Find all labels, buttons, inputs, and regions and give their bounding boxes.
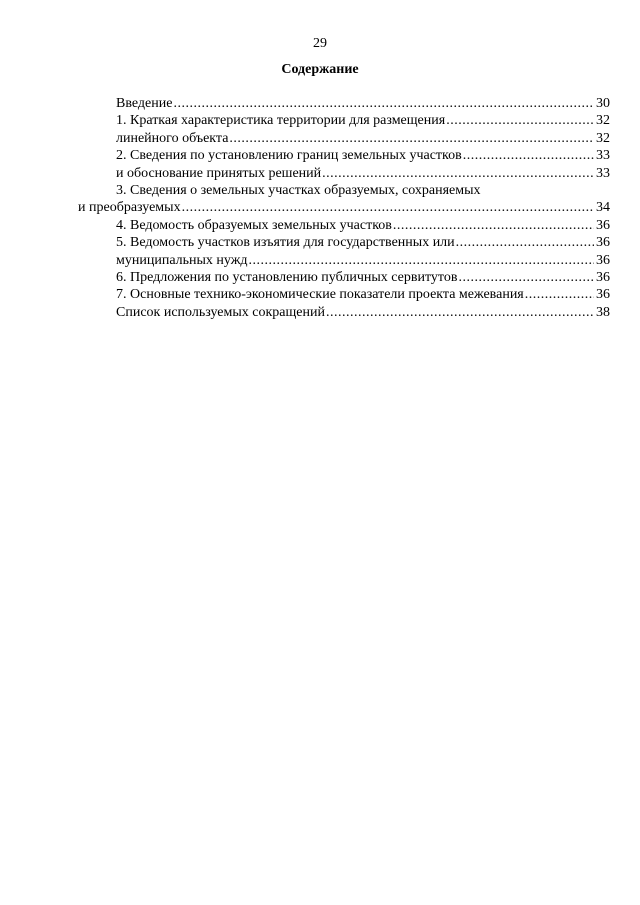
toc-entry-text: 6. Предложения по установлению публичных сервитутов xyxy=(116,269,458,285)
toc-entry-page: 30 xyxy=(596,96,610,111)
toc-entry-page: 38 xyxy=(596,304,610,320)
toc-leader-dots xyxy=(525,286,594,303)
toc-entry-page: 33 xyxy=(596,148,610,164)
toc-entry[interactable] xyxy=(78,130,610,147)
toc-entry-text: Введение xyxy=(116,96,173,111)
toc-entry[interactable] xyxy=(78,95,610,112)
table-of-contents xyxy=(78,95,610,321)
toc-entry-text: 4. Ведомость образуемых земельных участков xyxy=(116,217,392,233)
toc-entry[interactable] xyxy=(78,234,610,251)
toc-entry-text: 5. Ведомость участков изъятия для государственных или xyxy=(116,235,455,251)
toc-entry[interactable] xyxy=(78,182,610,199)
toc-entry[interactable] xyxy=(78,112,610,129)
toc-entry-text: 2. Сведения по установлению границ земельных участков xyxy=(116,148,462,164)
toc-entry-page: 36 xyxy=(596,217,610,233)
toc-entry[interactable] xyxy=(78,147,610,164)
toc-entry-page: 36 xyxy=(596,287,610,303)
toc-leader-dots xyxy=(458,269,594,286)
toc-entry[interactable] xyxy=(78,165,610,182)
toc-entry[interactable] xyxy=(78,217,610,234)
toc-entry-page: 36 xyxy=(596,235,610,251)
toc-entry-text: и обоснование принятых решений xyxy=(116,165,322,181)
toc-leader-dots xyxy=(182,199,594,216)
toc-entry-text: 7. Основные технико-экономические показатели проекта межевания xyxy=(116,287,524,303)
toc-entry-text: 1. Краткая характеристика территории для размещения xyxy=(116,113,446,129)
toc-entry-page: 33 xyxy=(596,165,610,181)
toc-entry-page: 32 xyxy=(596,130,610,146)
toc-leader-dots xyxy=(446,112,594,129)
toc-entry-text: 3. Сведения о земельных участках образуемых, сохраняемых xyxy=(116,182,481,198)
toc-leader-dots xyxy=(173,95,594,112)
toc-leader-dots xyxy=(249,252,594,269)
toc-leader-dots xyxy=(393,217,594,234)
toc-leader-dots xyxy=(463,147,594,164)
toc-entry-text: Список используемых сокращений xyxy=(116,304,325,320)
toc-leader-dots xyxy=(326,304,594,321)
toc-entry-text: и преобразуемых xyxy=(78,200,181,216)
toc-entry-page: 36 xyxy=(596,252,610,268)
toc-entry-page: 36 xyxy=(596,269,610,285)
toc-entry[interactable] xyxy=(78,286,610,303)
toc-entry-text: муниципальных нужд xyxy=(116,252,248,268)
toc-entry-page: 32 xyxy=(596,113,610,129)
page-title: Содержание xyxy=(281,62,359,77)
toc-entry[interactable] xyxy=(78,269,610,286)
toc-entry-text: линейного объекта xyxy=(116,130,229,146)
toc-leader-dots xyxy=(229,130,594,147)
toc-entry[interactable] xyxy=(78,304,610,321)
toc-entry-page: 34 xyxy=(596,200,610,216)
toc-leader-dots xyxy=(322,165,594,182)
toc-leader-dots xyxy=(456,234,594,251)
toc-entry[interactable] xyxy=(78,252,610,269)
page-number: 29 xyxy=(313,36,327,51)
toc-entry[interactable] xyxy=(78,199,610,216)
